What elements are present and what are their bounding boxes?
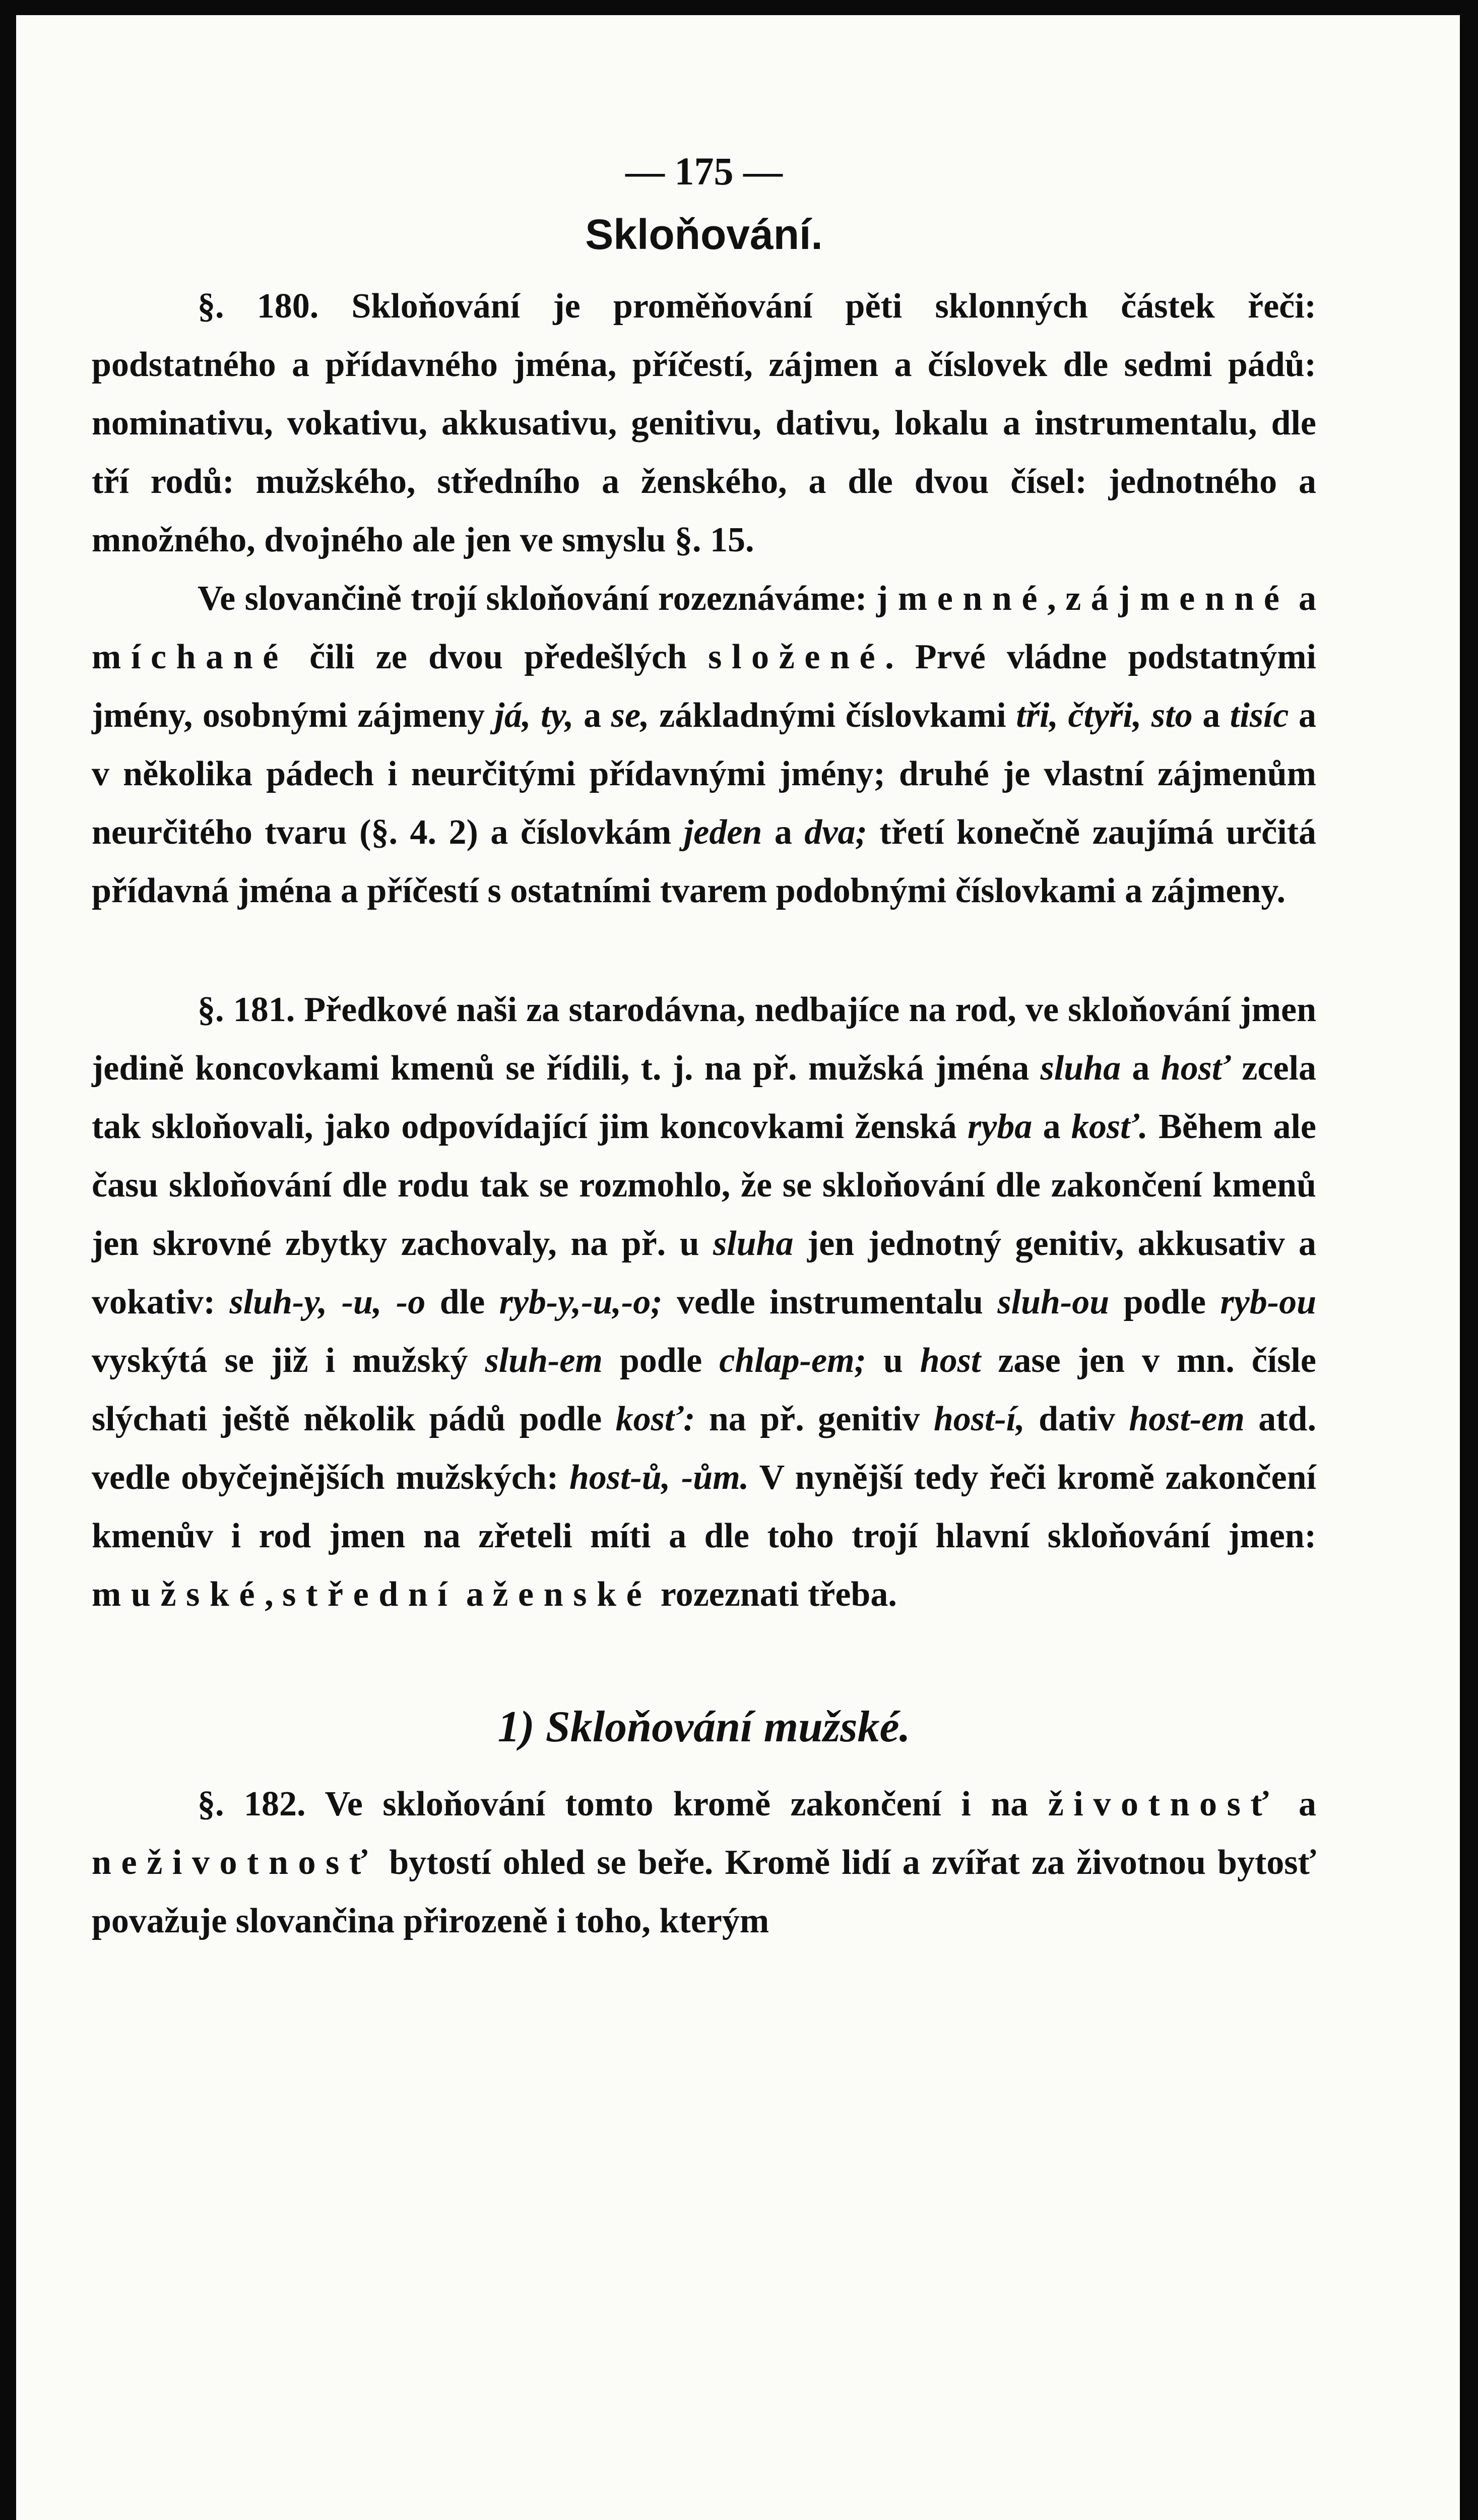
page-number: — 175 — <box>625 149 783 193</box>
book-page <box>16 15 1460 2520</box>
paragraph-182: §. 182. Ve skloňování tomto kromě zakončení i na životnosť a neživotnosť bytostí ohled se beře. Kromě lidí a zvířat za životnou bytosť považuje slovančina přirozeně i toho, kterým <box>92 1785 1317 1940</box>
page-title: Skloňování. <box>585 211 823 258</box>
page-text <box>92 141 1316 1950</box>
paragraph-180-definition: §. 180. Skloňování je proměňování pěti sklonných částek řeči: podstatného a přídavného jména, příčestí, zájmen a číslovek dle sedmi pádů: nominativu, vokativu, akkusativu, genitivu, dativu, lokalu a instrumentalu, dle tří rodů: mužského, středního a ženského, a dle dvou čísel: jednotného a množného, dvojného ale jen ve smyslu §. 15. <box>92 287 1316 559</box>
subheading-masculine-declension: 1) Skloňování mužské. <box>497 1703 911 1751</box>
paragraph-181: §. 181. Předkové naši za starodávna, nedbajíce na rod, ve skloňování jmen jedině koncovkami kmenů se řídili, t. j. na př. mužská jména sluha a hosť zcela tak skloňovali, jako odpovídající jim koncovkami ženská ryba a kosť. Během ale času skloňování dle rodu tak se rozmohlo, že se skloňování dle zakončení kmenů jen skrovné zbytky zachovaly, na př. u sluha jen jednotný genitiv, akkusativ a vokativ: sluh-y, -u, -o dle ryb-y,-u,-o; vedle instrumentalu sluh-ou podle ryb-ou vyskýtá se již i mužský sluh-em podle chlap-em; u host zase jen v mn. čísle slýchati ještě několik pádů podle kosť: na př. genitiv host-í, dativ host-em atd. vedle obyčejnějších mužských: host-ů, -ům. V nynější tedy řeči kromě zakončení kmenův i rod jmen na zřeteli míti a dle toho trojí hlavní skloňování jmen: mužské, střední a ženské rozeznati třeba. <box>92 990 1317 1614</box>
paragraph-180-types: Ve slovančině trojí skloňování rozeznáváme: jmenné, zájmenné a míchané čili ze dvou předešlých složené. Prvé vládne podstatnými jmény, osobnými zájmeny já, ty, a se, základnými číslovkami tři, čtyři, sto a tisíc a v několika pádech i neurčitými přídavnými jmény; druhé je vlastní zájmenům neurčitého tvaru (§. 4. 2) a číslovkám jeden a dva; třetí konečně zaujímá určitá přídavná jména a příčestí s ostatními tvarem podobnými číslovkami a zájmeny. <box>92 579 1317 910</box>
